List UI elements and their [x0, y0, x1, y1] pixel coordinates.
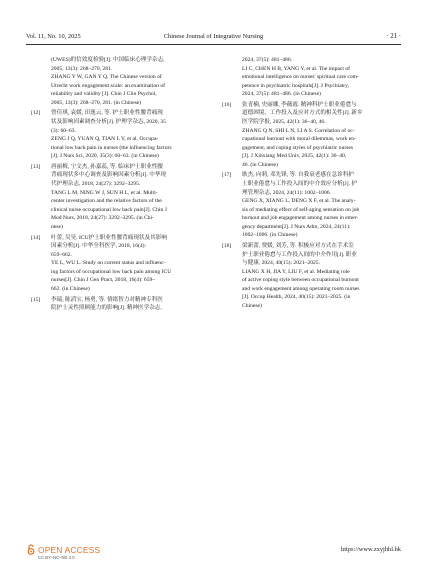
- reference-line: 背痛现状多中心调查及影响因素分析[J]. 中华现: [51, 172, 166, 179]
- reference-line: gency department[J]. J Nurs Adm, 2024, 24(11):: [242, 223, 351, 230]
- reference-line: nese): [51, 223, 63, 230]
- reference-line: 代护理杂志, 2018, 24(27): 3292–3295.: [51, 181, 141, 188]
- header-rule: [26, 44, 401, 45]
- reference-line: LI C, CHEN H B, YANG Y, et al. The impact of: [242, 65, 350, 72]
- reference-line: 2024, 37(5): 481–486. (in Chinese): [242, 91, 321, 98]
- reference-line: 曾佳琪, 袁媛, 田逸云, 等. 护士职业性腰背痛现: [51, 110, 163, 117]
- reference-line: 与健康, 2024, 40(15): 2021–2025.: [242, 260, 320, 267]
- reference-line: and work engagement among operating room nurses: [242, 285, 360, 292]
- reference-line: 叶蕾, 吴昊. ICU护士职业性腰背痛现状及其影响: [51, 234, 167, 241]
- reference-line: Chinese): [242, 302, 262, 309]
- reference-line: 李瑞, 陈滔宝, 杨勇, 等. 情绪智力对精神专科医: [51, 296, 163, 303]
- journal-title: Chinese Journal of Integrative Nursing: [163, 33, 264, 40]
- license-text: CC BY–NC–ND 4.0: [38, 555, 75, 560]
- reference-entry: [31, 296, 209, 313]
- reference-line: 因素分析[J]. 中华全科医学, 2018, 16(4):: [51, 243, 147, 250]
- open-access-label: OPEN ACCESS: [38, 544, 101, 555]
- reference-line: ZHANG Q N, SHI L N, LI A S. Correlation of oc-: [242, 127, 355, 134]
- reference-line: 院护士灵性照顾能力的影响[J]. 精神医学杂志,: [51, 305, 162, 312]
- reference-entry: [31, 109, 209, 160]
- reference-number: [14]: [31, 234, 41, 241]
- page-number: · 21 ·: [386, 33, 401, 40]
- reference-line: [J]. J Xinxiang Med Univ, 2025, 42(1): 36–40,: [242, 153, 347, 160]
- reference-line: center investigation and the relative factors of the: [51, 198, 162, 205]
- open-access-lock-icon: [27, 544, 35, 555]
- reference-number: [12]: [31, 110, 41, 117]
- reference-line: emotional intelligence on nurses' spiritual care com-: [242, 74, 359, 81]
- reference-line: 662. (in Chinese): [51, 285, 90, 292]
- reference-line: 2005, 13(3): 268–270, 281.: [51, 65, 113, 72]
- reference-line: tional low back pain in nurses (the influencing factors: [51, 144, 172, 151]
- reference-number: [13]: [31, 163, 41, 170]
- reference-line: Mod Nurs, 2018, 24(27): 3292–3295. (in Chi-: [51, 215, 155, 222]
- reference-number: [15]: [31, 296, 41, 303]
- reference-entry: [222, 242, 400, 310]
- reference-entry: [31, 56, 209, 107]
- reference-line: 46. (in Chinese): [242, 161, 278, 168]
- reference-line: Utrecht work engagement scale: an examination of: [51, 82, 166, 89]
- reference-line: reliability and validity [J]. Chin J Clin Psychol,: [51, 91, 157, 98]
- reference-line: 1002–1006. (in Chinese): [242, 232, 298, 239]
- reference-line: of active coping style between occupational burnout: [242, 277, 359, 284]
- reference-number: [17]: [222, 172, 232, 179]
- left-column: [31, 56, 209, 313]
- reference-line: cupational burnout with moral dilemmas, work en-: [242, 136, 356, 143]
- reference-line: 状及影响因素调查分析[J]. 护理学杂志, 2020, 35: [51, 119, 166, 126]
- reference-line: 护士职业倦怠与工作投入间的中介作用[J]. 职业: [242, 251, 357, 258]
- reference-line: 士职业倦怠与工作投入间的中介效应分析[J]. 护: [242, 181, 357, 188]
- reference-line: (UWES)的信效度检验[J]. 中国临床心理学杂志,: [51, 57, 165, 63]
- reference-line: 2005, 13(3): 268–270, 281. (in Chinese): [51, 99, 142, 106]
- reference-line: petence in psychiatric hospitals[J]. J Psychiatry,: [242, 82, 349, 89]
- right-column: [222, 56, 400, 310]
- reference-line: ZHANG Y W, GAN Y Q. The Chinese version of: [51, 74, 162, 81]
- volume-info: Vol. 11, No. 10, 2025: [26, 33, 81, 40]
- reference-line: 医学院学报, 2025, 42(1): 36–40, 46.: [242, 119, 326, 126]
- reference-line: 2024, 37(5): 481–486.: [242, 57, 293, 63]
- reference-line: 张青楠, 史丽娜, 李薇霞. 精神科护士职业倦怠与: [242, 101, 357, 108]
- reference-line: [J]. J Nurs Sci, 2020, 35(3): 60–63. (in Chinese): [51, 153, 159, 160]
- reference-line: TANG L M, NING W J, SUN H L, et al. Multi-: [51, 189, 158, 196]
- reference-entry: [31, 234, 209, 294]
- reference-line: 唐丽梅, 宁文杰, 孙嘉蕊, 等. 临床护士职业性腰: [51, 163, 163, 170]
- reference-line: nurses[J]. Chin J Gen Pract, 2018, 16(4): 659–: [51, 277, 156, 284]
- reference-line: ZENG J Q, YUAN Q, TIAN L Y, et al. Occupa-: [51, 136, 159, 143]
- reference-entry: [222, 56, 400, 99]
- reference-line: 道德困境、工作投入及应对方式的相关性[J]. 新乡: [242, 110, 363, 117]
- reference-number: [16]: [222, 101, 232, 108]
- reference-line: (3): 60–63.: [51, 127, 76, 134]
- reference-line: YE L, WU L. Study on current status and influenc-: [51, 260, 166, 267]
- reference-line: 梁新蕾, 贾媛, 刘芳, 等. 积极应对方式在手术室: [242, 243, 354, 250]
- journal-url[interactable]: https://www.zxyjhhl.hk: [341, 546, 401, 553]
- reference-line: 耿杰, 向莉, 邓先锋, 等. 自我衰老感在急诊科护: [242, 172, 354, 179]
- reference-line: sis of mediating effect of self-aging sensation on job: [242, 206, 360, 213]
- open-access-badge: [27, 544, 100, 555]
- reference-line: [J]. Occup Health, 2024, 40(15): 2021–2025. (in: [242, 294, 351, 301]
- reference-line: GENG X, XIANG L, DENG X F, et al. The analy-: [242, 198, 356, 205]
- reference-entry: [222, 101, 400, 169]
- reference-line: clinical nurse occupational low back pain[J]. Chin J: [51, 206, 167, 213]
- reference-line: 659–662.: [51, 251, 72, 258]
- reference-line: 理管理杂志, 2024, 24(11): 1002–1006.: [242, 189, 331, 196]
- reference-entry: [222, 171, 400, 239]
- reference-number: [18]: [222, 243, 232, 250]
- reference-line: LIANG X H, JIA Y, LIU F, et al. Mediating role: [242, 268, 350, 275]
- reference-entry: [31, 163, 209, 231]
- reference-line: ing factors of occupational low back pain among ICU: [51, 268, 172, 275]
- reference-line: burnout and job engagement among nurses in emer-: [242, 215, 359, 222]
- reference-line: gagement, and coping styles of psychiatric nurses: [242, 144, 354, 151]
